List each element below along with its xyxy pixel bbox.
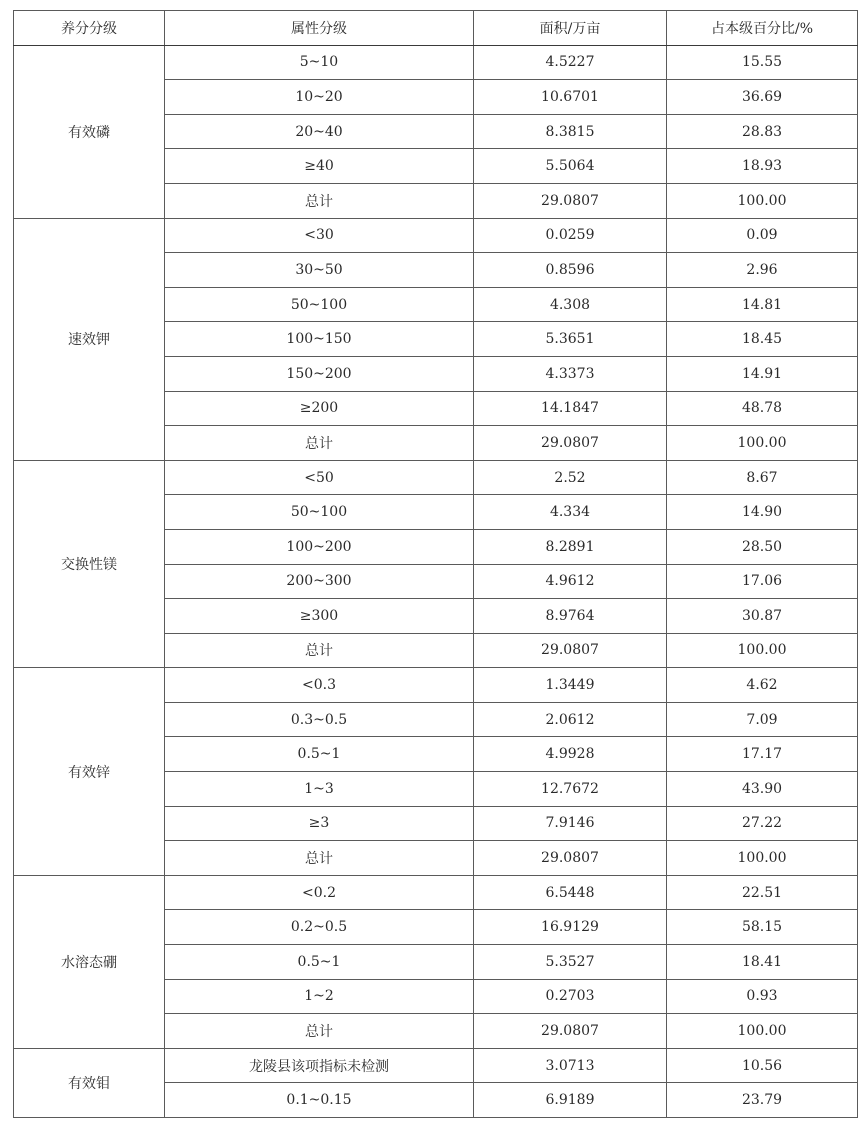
header-attribute-grade: 属性分级 [165,11,474,46]
attribute-grade-cell: 0.5~1 [165,945,474,980]
header-nutrient-grade: 养分分级 [14,11,165,46]
percentage-cell: 0.93 [667,979,858,1014]
area-cell: 3.0713 [474,1048,667,1083]
percentage-cell: 100.00 [667,633,858,668]
area-cell: 5.5064 [474,149,667,184]
area-cell: 0.2703 [474,979,667,1014]
area-cell: 6.9189 [474,1083,667,1118]
table-row [14,460,858,495]
area-cell: 4.308 [474,287,667,322]
attribute-grade-cell: 100~150 [165,322,474,357]
area-cell: 8.3815 [474,114,667,149]
attribute-grade-cell: 1~3 [165,772,474,807]
attribute-grade-cell: 总计 [165,1014,474,1049]
percentage-cell: 27.22 [667,806,858,841]
percentage-cell: 28.50 [667,529,858,564]
percentage-cell: 7.09 [667,702,858,737]
table-row [14,45,858,80]
attribute-grade-cell: 总计 [165,426,474,461]
nutrient-group-name: 速效钾 [14,218,165,460]
nutrient-group-name: 有效磷 [14,45,165,218]
attribute-grade-cell: 5~10 [165,45,474,80]
percentage-cell: 2.96 [667,253,858,288]
header-area: 面积/万亩 [474,11,667,46]
area-cell: 7.9146 [474,806,667,841]
percentage-cell: 100.00 [667,426,858,461]
percentage-cell: 23.79 [667,1083,858,1118]
percentage-cell: 30.87 [667,599,858,634]
percentage-cell: 100.00 [667,841,858,876]
attribute-grade-cell: ≥3 [165,806,474,841]
percentage-cell: 36.69 [667,80,858,115]
area-cell: 4.9928 [474,737,667,772]
percentage-cell: 0.09 [667,218,858,253]
percentage-cell: 15.55 [667,45,858,80]
percentage-cell: 14.81 [667,287,858,322]
attribute-grade-cell: <50 [165,460,474,495]
table-body [14,45,858,1117]
percentage-cell: 28.83 [667,114,858,149]
attribute-grade-cell: 0.3~0.5 [165,702,474,737]
attribute-grade-cell: 10~20 [165,80,474,115]
attribute-grade-cell: <0.3 [165,668,474,703]
percentage-cell: 14.91 [667,356,858,391]
area-cell: 8.9764 [474,599,667,634]
attribute-grade-cell: 150~200 [165,356,474,391]
attribute-grade-cell: <0.2 [165,875,474,910]
nutrient-group-name: 有效锌 [14,668,165,876]
table-row [14,1048,858,1083]
area-cell: 4.3373 [474,356,667,391]
percentage-cell: 18.45 [667,322,858,357]
attribute-grade-cell: 1~2 [165,979,474,1014]
percentage-cell: 43.90 [667,772,858,807]
area-cell: 2.52 [474,460,667,495]
area-cell: 16.9129 [474,910,667,945]
area-cell: 12.7672 [474,772,667,807]
area-cell: 2.0612 [474,702,667,737]
attribute-grade-cell: 0.1~0.15 [165,1083,474,1118]
percentage-cell: 18.93 [667,149,858,184]
percentage-cell: 4.62 [667,668,858,703]
percentage-cell: 48.78 [667,391,858,426]
attribute-grade-cell: ≥200 [165,391,474,426]
percentage-cell: 18.41 [667,945,858,980]
header-percentage: 占本级百分比/% [667,11,858,46]
area-cell: 6.5448 [474,875,667,910]
soil-nutrient-table [13,10,858,1118]
area-cell: 5.3527 [474,945,667,980]
attribute-grade-cell: 总计 [165,841,474,876]
attribute-grade-cell: 龙陵县该项指标未检测 [165,1048,474,1083]
attribute-grade-cell: 总计 [165,633,474,668]
area-cell: 1.3449 [474,668,667,703]
percentage-cell: 10.56 [667,1048,858,1083]
percentage-cell: 22.51 [667,875,858,910]
area-cell: 29.0807 [474,633,667,668]
attribute-grade-cell: 50~100 [165,495,474,530]
area-cell: 29.0807 [474,841,667,876]
table-row [14,875,858,910]
attribute-grade-cell: 0.5~1 [165,737,474,772]
area-cell: 4.5227 [474,45,667,80]
attribute-grade-cell: 0.2~0.5 [165,910,474,945]
soil-nutrient-table-container [13,10,857,1118]
attribute-grade-cell: ≥40 [165,149,474,184]
percentage-cell: 17.06 [667,564,858,599]
area-cell: 29.0807 [474,183,667,218]
attribute-grade-cell: 20~40 [165,114,474,149]
area-cell: 8.2891 [474,529,667,564]
area-cell: 14.1847 [474,391,667,426]
area-cell: 4.334 [474,495,667,530]
attribute-grade-cell: 30~50 [165,253,474,288]
attribute-grade-cell: 50~100 [165,287,474,322]
table-row [14,218,858,253]
table-header [14,11,858,46]
attribute-grade-cell: 总计 [165,183,474,218]
attribute-grade-cell: ≥300 [165,599,474,634]
attribute-grade-cell: 200~300 [165,564,474,599]
area-cell: 4.9612 [474,564,667,599]
area-cell: 0.0259 [474,218,667,253]
area-cell: 10.6701 [474,80,667,115]
header-row [14,11,858,46]
area-cell: 5.3651 [474,322,667,357]
attribute-grade-cell: 100~200 [165,529,474,564]
area-cell: 29.0807 [474,1014,667,1049]
table-row [14,668,858,703]
nutrient-group-name: 水溶态硼 [14,875,165,1048]
percentage-cell: 14.90 [667,495,858,530]
area-cell: 29.0807 [474,426,667,461]
percentage-cell: 100.00 [667,1014,858,1049]
percentage-cell: 100.00 [667,183,858,218]
percentage-cell: 58.15 [667,910,858,945]
nutrient-group-name: 有效钼 [14,1048,165,1117]
nutrient-group-name: 交换性镁 [14,460,165,668]
percentage-cell: 8.67 [667,460,858,495]
attribute-grade-cell: <30 [165,218,474,253]
area-cell: 0.8596 [474,253,667,288]
percentage-cell: 17.17 [667,737,858,772]
